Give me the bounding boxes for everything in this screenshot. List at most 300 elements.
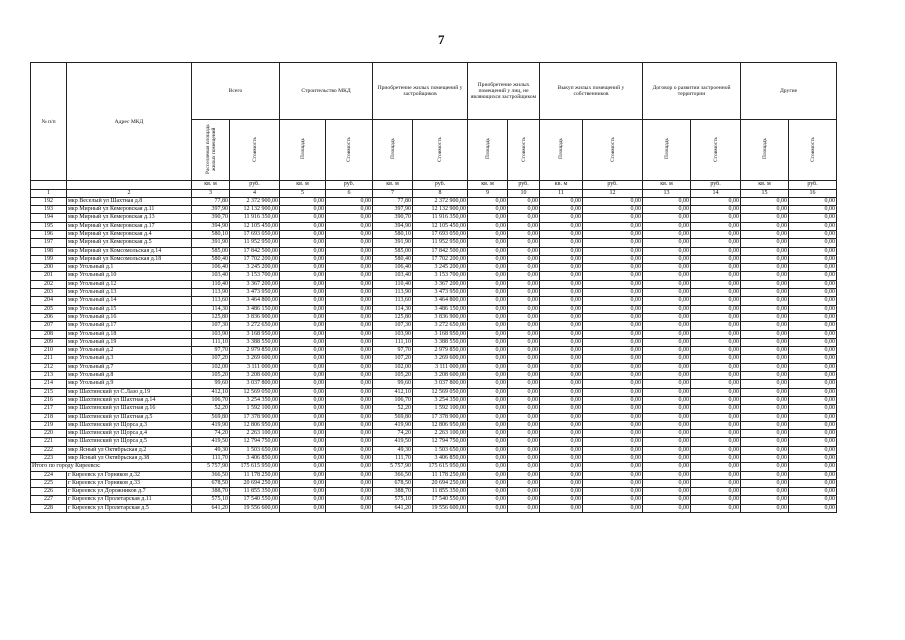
total-cost-cell: 3 406 850,00 <box>230 455 280 463</box>
zero-cost-cell: 0,00 <box>583 405 643 413</box>
zero-area-cell: 0,00 <box>741 330 789 338</box>
zero-cost-cell: 0,00 <box>691 330 741 338</box>
zero-cost-cell: 0,00 <box>583 504 643 512</box>
header-area: Площадь <box>663 138 670 160</box>
subheader-cell <box>691 120 741 181</box>
developer-area-cell: 114,30 <box>373 305 413 313</box>
row-number-cell: 224 <box>31 471 67 479</box>
unit-cell: кв. м <box>741 181 789 189</box>
row-number-cell: 228 <box>31 504 67 512</box>
header-group-buyout: Выкуп жилых помещений у собственников <box>540 63 643 120</box>
zero-area-cell: 0,00 <box>741 488 789 496</box>
address-cell: мкр Угольный д.12 <box>67 280 192 288</box>
developer-cost-cell: 17 842 500,00 <box>413 247 468 255</box>
zero-area-cell: 0,00 <box>468 247 508 255</box>
table-row <box>31 222 837 230</box>
construction-area-cell: 0,00 <box>280 322 326 330</box>
zero-area-cell: 0,00 <box>741 355 789 363</box>
zero-cost-cell: 0,00 <box>789 430 837 438</box>
construction-area-cell: 0,00 <box>280 197 326 205</box>
table-row <box>31 347 837 355</box>
subheader-cell <box>508 120 540 181</box>
zero-area-cell: 0,00 <box>468 239 508 247</box>
developer-area-cell: 110,40 <box>373 280 413 288</box>
zero-cost-cell: 0,00 <box>508 463 540 471</box>
zero-cost-cell: 0,00 <box>508 338 540 346</box>
row-number-cell: 208 <box>31 330 67 338</box>
header-row-no: № п/п <box>31 63 67 181</box>
total-area-cell: 569,80 <box>192 413 230 421</box>
table-row <box>31 239 837 247</box>
zero-cost-cell: 0,00 <box>691 504 741 512</box>
construction-area-cell: 0,00 <box>280 338 326 346</box>
unit-cell: кв. м <box>373 181 413 189</box>
zero-cost-cell: 0,00 <box>789 405 837 413</box>
zero-cost-cell: 0,00 <box>691 463 741 471</box>
construction-area-cell: 0,00 <box>280 272 326 280</box>
address-cell: мкр Угольный д.9 <box>67 380 192 388</box>
total-area-cell: 397,90 <box>192 206 230 214</box>
zero-area-cell: 0,00 <box>643 289 691 297</box>
construction-cost-cell: 0,00 <box>326 438 373 446</box>
row-number-cell: 195 <box>31 222 67 230</box>
row-number-cell: 225 <box>31 479 67 487</box>
column-number-cell: 5 <box>280 189 326 197</box>
total-cost-cell: 3 111 000,00 <box>230 363 280 371</box>
developer-cost-cell: 3 254 350,00 <box>413 396 468 404</box>
developer-cost-cell: 3 464 800,00 <box>413 297 468 305</box>
row-number-cell: 213 <box>31 372 67 380</box>
subheader-cell <box>583 120 643 181</box>
developer-area-cell: 366,50 <box>373 471 413 479</box>
zero-area-cell: 0,00 <box>540 355 583 363</box>
zero-cost-cell: 0,00 <box>691 247 741 255</box>
subheader-cell <box>413 120 468 181</box>
developer-cost-cell: 3 168 950,00 <box>413 330 468 338</box>
unit-cell: кв. м <box>643 181 691 189</box>
table-row <box>31 297 837 305</box>
header-group-non-developer: Приобретение жилых помещений у лиц, не являющихся застройщиком <box>468 63 540 120</box>
unit-cell: руб. <box>508 181 540 189</box>
zero-cost-cell: 0,00 <box>691 380 741 388</box>
construction-cost-cell: 0,00 <box>326 272 373 280</box>
zero-area-cell: 0,00 <box>643 355 691 363</box>
column-number-cell: 12 <box>583 189 643 197</box>
construction-cost-cell: 0,00 <box>326 413 373 421</box>
zero-area-cell: 0,00 <box>741 421 789 429</box>
zero-area-cell: 0,00 <box>468 471 508 479</box>
zero-cost-cell: 0,00 <box>691 280 741 288</box>
unit-cell: кв. м <box>280 181 326 189</box>
developer-cost-cell: 3 037 800,00 <box>413 380 468 388</box>
construction-cost-cell: 0,00 <box>326 347 373 355</box>
column-number-cell: 9 <box>468 189 508 197</box>
column-number-cell: 16 <box>789 189 837 197</box>
construction-cost-cell: 0,00 <box>326 488 373 496</box>
total-area-cell: 102,00 <box>192 363 230 371</box>
table-row <box>31 214 837 222</box>
total-cost-cell: 17 378 900,00 <box>230 413 280 421</box>
zero-cost-cell: 0,00 <box>789 247 837 255</box>
developer-cost-cell: 2 372 900,00 <box>413 197 468 205</box>
table-row <box>31 438 837 446</box>
zero-cost-cell: 0,00 <box>691 405 741 413</box>
developer-cost-cell: 3 388 550,00 <box>413 338 468 346</box>
mkd-table <box>30 62 837 513</box>
zero-area-cell: 0,00 <box>741 479 789 487</box>
zero-area-cell: 0,00 <box>741 289 789 297</box>
zero-cost-cell: 0,00 <box>583 363 643 371</box>
zero-cost-cell: 0,00 <box>508 471 540 479</box>
developer-cost-cell: 3 406 850,00 <box>413 455 468 463</box>
zero-area-cell: 0,00 <box>540 197 583 205</box>
developer-area-cell: 107,20 <box>373 355 413 363</box>
zero-cost-cell: 0,00 <box>691 338 741 346</box>
zero-area-cell: 0,00 <box>540 421 583 429</box>
construction-area-cell: 0,00 <box>280 396 326 404</box>
construction-cost-cell: 0,00 <box>326 313 373 321</box>
zero-cost-cell: 0,00 <box>508 479 540 487</box>
construction-area-cell: 0,00 <box>280 297 326 305</box>
developer-cost-cell: 12 794 750,00 <box>413 438 468 446</box>
zero-cost-cell: 0,00 <box>691 430 741 438</box>
zero-area-cell: 0,00 <box>741 230 789 238</box>
zero-cost-cell: 0,00 <box>691 355 741 363</box>
zero-area-cell: 0,00 <box>540 463 583 471</box>
unit-cell: руб. <box>413 181 468 189</box>
table-row <box>31 455 837 463</box>
construction-area-cell: 0,00 <box>280 222 326 230</box>
total-cost-cell: 17 693 050,00 <box>230 230 280 238</box>
developer-area-cell: 575,10 <box>373 496 413 504</box>
zero-cost-cell: 0,00 <box>583 446 643 454</box>
developer-area-cell: 105,20 <box>373 372 413 380</box>
construction-cost-cell: 0,00 <box>326 239 373 247</box>
developer-cost-cell: 1 503 650,00 <box>413 446 468 454</box>
developer-area-cell: 580,40 <box>373 255 413 263</box>
total-cost-cell: 11 916 350,00 <box>230 214 280 222</box>
zero-area-cell: 0,00 <box>468 313 508 321</box>
zero-area-cell: 0,00 <box>468 264 508 272</box>
zero-area-cell: 0,00 <box>540 272 583 280</box>
construction-area-cell: 0,00 <box>280 413 326 421</box>
zero-cost-cell: 0,00 <box>583 338 643 346</box>
address-cell: мкр Угольный д.3 <box>67 355 192 363</box>
zero-cost-cell: 0,00 <box>583 463 643 471</box>
construction-cost-cell: 0,00 <box>326 338 373 346</box>
construction-cost-cell: 0,00 <box>326 396 373 404</box>
total-area-cell: 678,50 <box>192 479 230 487</box>
zero-area-cell: 0,00 <box>540 405 583 413</box>
zero-cost-cell: 0,00 <box>789 471 837 479</box>
construction-area-cell: 0,00 <box>280 206 326 214</box>
total-cost-cell: 3 208 600,00 <box>230 372 280 380</box>
construction-area-cell: 0,00 <box>280 330 326 338</box>
zero-area-cell: 0,00 <box>540 380 583 388</box>
total-area-cell: 105,20 <box>192 372 230 380</box>
zero-cost-cell: 0,00 <box>508 322 540 330</box>
zero-cost-cell: 0,00 <box>789 305 837 313</box>
zero-cost-cell: 0,00 <box>789 380 837 388</box>
zero-area-cell: 0,00 <box>643 272 691 280</box>
total-area-cell: 74,20 <box>192 430 230 438</box>
zero-area-cell: 0,00 <box>643 496 691 504</box>
zero-cost-cell: 0,00 <box>789 230 837 238</box>
total-area-cell: 107,30 <box>192 322 230 330</box>
developer-area-cell: 580,10 <box>373 230 413 238</box>
developer-area-cell: 678,50 <box>373 479 413 487</box>
column-number-cell: 1 <box>31 189 67 197</box>
total-area-cell: 419,50 <box>192 438 230 446</box>
zero-cost-cell: 0,00 <box>508 455 540 463</box>
zero-area-cell: 0,00 <box>468 372 508 380</box>
subheader-cell <box>280 120 326 181</box>
construction-cost-cell: 0,00 <box>326 230 373 238</box>
construction-cost-cell: 0,00 <box>326 297 373 305</box>
developer-area-cell: 5 757,90 <box>373 463 413 471</box>
zero-cost-cell: 0,00 <box>789 388 837 396</box>
table-row <box>31 488 837 496</box>
construction-area-cell: 0,00 <box>280 363 326 371</box>
row-number-cell: 196 <box>31 230 67 238</box>
zero-area-cell: 0,00 <box>741 380 789 388</box>
total-cost-cell: 12 806 950,00 <box>230 421 280 429</box>
zero-cost-cell: 0,00 <box>789 322 837 330</box>
zero-area-cell: 0,00 <box>741 297 789 305</box>
zero-area-cell: 0,00 <box>540 430 583 438</box>
zero-cost-cell: 0,00 <box>583 264 643 272</box>
address-cell: мкр Шахтинский ул Шахтная д.5 <box>67 413 192 421</box>
zero-cost-cell: 0,00 <box>583 347 643 355</box>
zero-cost-cell: 0,00 <box>583 214 643 222</box>
construction-cost-cell: 0,00 <box>326 264 373 272</box>
address-cell: г Киреевск ул Пролетарская д.11 <box>67 496 192 504</box>
total-cost-cell: 3 254 350,00 <box>230 396 280 404</box>
zero-area-cell: 0,00 <box>468 297 508 305</box>
zero-area-cell: 0,00 <box>540 247 583 255</box>
zero-cost-cell: 0,00 <box>789 280 837 288</box>
zero-cost-cell: 0,00 <box>691 488 741 496</box>
zero-cost-cell: 0,00 <box>789 413 837 421</box>
total-cost-cell: 11 952 950,00 <box>230 239 280 247</box>
zero-area-cell: 0,00 <box>643 430 691 438</box>
zero-area-cell: 0,00 <box>540 471 583 479</box>
total-area-cell: 394,90 <box>192 222 230 230</box>
developer-area-cell: 585,00 <box>373 247 413 255</box>
total-cost-cell: 12 105 450,00 <box>230 222 280 230</box>
table-row <box>31 405 837 413</box>
developer-area-cell: 419,90 <box>373 421 413 429</box>
zero-cost-cell: 0,00 <box>508 330 540 338</box>
total-area-cell: 106,40 <box>192 264 230 272</box>
zero-area-cell: 0,00 <box>643 330 691 338</box>
address-cell: мкр Мирный ул Кемеровская д.13 <box>67 214 192 222</box>
table-row <box>31 446 837 454</box>
table-row <box>31 471 837 479</box>
zero-area-cell: 0,00 <box>468 197 508 205</box>
construction-cost-cell: 0,00 <box>326 197 373 205</box>
address-cell: мкр Угольный д.7 <box>67 363 192 371</box>
construction-area-cell: 0,00 <box>280 230 326 238</box>
zero-area-cell: 0,00 <box>468 438 508 446</box>
zero-area-cell: 0,00 <box>741 446 789 454</box>
zero-cost-cell: 0,00 <box>508 347 540 355</box>
zero-area-cell: 0,00 <box>468 255 508 263</box>
zero-area-cell: 0,00 <box>540 372 583 380</box>
total-area-cell: 106,70 <box>192 396 230 404</box>
row-number-cell: 204 <box>31 297 67 305</box>
total-area-cell: 103,90 <box>192 330 230 338</box>
zero-area-cell: 0,00 <box>540 496 583 504</box>
zero-cost-cell: 0,00 <box>691 214 741 222</box>
column-number-cell: 2 <box>67 189 192 197</box>
table-row <box>31 372 837 380</box>
unit-cell: кв. м <box>540 181 583 189</box>
construction-area-cell: 0,00 <box>280 438 326 446</box>
zero-area-cell: 0,00 <box>741 496 789 504</box>
construction-area-cell: 0,00 <box>280 264 326 272</box>
construction-area-cell: 0,00 <box>280 388 326 396</box>
total-cost-cell: 175 615 950,00 <box>230 463 280 471</box>
zero-cost-cell: 0,00 <box>789 488 837 496</box>
zero-cost-cell: 0,00 <box>789 239 837 247</box>
zero-cost-cell: 0,00 <box>508 272 540 280</box>
zero-area-cell: 0,00 <box>643 338 691 346</box>
total-area-cell: 366,50 <box>192 471 230 479</box>
zero-area-cell: 0,00 <box>468 305 508 313</box>
zero-cost-cell: 0,00 <box>583 247 643 255</box>
total-cost-cell: 2 263 100,00 <box>230 430 280 438</box>
total-cost-cell: 3 464 800,00 <box>230 297 280 305</box>
zero-area-cell: 0,00 <box>540 255 583 263</box>
subheader-cell <box>230 120 280 181</box>
zero-cost-cell: 0,00 <box>508 504 540 512</box>
construction-area-cell: 0,00 <box>280 496 326 504</box>
unit-cell: руб. <box>789 181 837 189</box>
construction-area-cell: 0,00 <box>280 214 326 222</box>
zero-area-cell: 0,00 <box>741 504 789 512</box>
developer-area-cell: 388,70 <box>373 488 413 496</box>
row-number-cell: 207 <box>31 322 67 330</box>
total-cost-cell: 3 245 200,00 <box>230 264 280 272</box>
zero-cost-cell: 0,00 <box>508 305 540 313</box>
unit-cell: руб. <box>583 181 643 189</box>
table-row <box>31 430 837 438</box>
zero-area-cell: 0,00 <box>468 322 508 330</box>
zero-cost-cell: 0,00 <box>583 396 643 404</box>
construction-cost-cell: 0,00 <box>326 305 373 313</box>
zero-area-cell: 0,00 <box>468 206 508 214</box>
total-cost-cell: 3 269 600,00 <box>230 355 280 363</box>
header-cost: Стоимость <box>809 136 816 162</box>
zero-cost-cell: 0,00 <box>789 255 837 263</box>
zero-area-cell: 0,00 <box>741 280 789 288</box>
total-area-cell: 412,10 <box>192 388 230 396</box>
zero-area-cell: 0,00 <box>468 455 508 463</box>
zero-area-cell: 0,00 <box>741 405 789 413</box>
construction-cost-cell: 0,00 <box>326 446 373 454</box>
construction-area-cell: 0,00 <box>280 255 326 263</box>
table-row <box>31 479 837 487</box>
unit-cell <box>67 181 192 189</box>
developer-area-cell: 52,20 <box>373 405 413 413</box>
zero-area-cell: 0,00 <box>741 322 789 330</box>
header-address: Адрес МКД <box>67 63 192 181</box>
zero-area-cell: 0,00 <box>540 206 583 214</box>
zero-area-cell: 0,00 <box>540 289 583 297</box>
zero-cost-cell: 0,00 <box>583 197 643 205</box>
unit-cell: руб. <box>230 181 280 189</box>
zero-cost-cell: 0,00 <box>583 206 643 214</box>
total-area-cell: 103,40 <box>192 272 230 280</box>
zero-cost-cell: 0,00 <box>508 280 540 288</box>
address-cell: мкр Мирный ул Кемеровская д.17 <box>67 222 192 230</box>
total-cost-cell: 3 836 900,00 <box>230 313 280 321</box>
zero-area-cell: 0,00 <box>468 463 508 471</box>
zero-area-cell: 0,00 <box>643 479 691 487</box>
zero-cost-cell: 0,00 <box>508 430 540 438</box>
table-row <box>31 197 837 205</box>
total-area-cell: 585,00 <box>192 247 230 255</box>
zero-area-cell: 0,00 <box>540 280 583 288</box>
zero-area-cell: 0,00 <box>540 330 583 338</box>
total-cost-cell: 2 979 850,00 <box>230 347 280 355</box>
total-cost-cell: 3 272 650,00 <box>230 322 280 330</box>
zero-area-cell: 0,00 <box>468 388 508 396</box>
address-cell: мкр Ясный ул Октябрьская д.2 <box>67 446 192 454</box>
zero-cost-cell: 0,00 <box>789 347 837 355</box>
construction-cost-cell: 0,00 <box>326 214 373 222</box>
zero-cost-cell: 0,00 <box>583 430 643 438</box>
construction-cost-cell: 0,00 <box>326 247 373 255</box>
table-row <box>31 504 837 512</box>
table-row <box>31 289 837 297</box>
subheader-cell <box>468 120 508 181</box>
table-row <box>31 496 837 504</box>
zero-area-cell: 0,00 <box>643 363 691 371</box>
zero-area-cell: 0,00 <box>468 446 508 454</box>
address-cell: мкр Веселый ул Шахтная д.8 <box>67 197 192 205</box>
zero-cost-cell: 0,00 <box>583 488 643 496</box>
zero-area-cell: 0,00 <box>643 247 691 255</box>
total-area-cell: 388,70 <box>192 488 230 496</box>
developer-cost-cell: 12 806 950,00 <box>413 421 468 429</box>
developer-cost-cell: 17 540 550,00 <box>413 496 468 504</box>
zero-area-cell: 0,00 <box>643 264 691 272</box>
total-area-cell: 107,20 <box>192 355 230 363</box>
total-area-cell: 575,10 <box>192 496 230 504</box>
address-cell: мкр Угольный д.17 <box>67 322 192 330</box>
developer-cost-cell: 12 569 050,00 <box>413 388 468 396</box>
zero-cost-cell: 0,00 <box>508 255 540 263</box>
developer-cost-cell: 11 916 350,00 <box>413 214 468 222</box>
zero-cost-cell: 0,00 <box>789 289 837 297</box>
total-cost-cell: 17 842 500,00 <box>230 247 280 255</box>
zero-area-cell: 0,00 <box>741 247 789 255</box>
table-row <box>31 380 837 388</box>
zero-cost-cell: 0,00 <box>691 272 741 280</box>
construction-area-cell: 0,00 <box>280 305 326 313</box>
developer-cost-cell: 3 153 700,00 <box>413 272 468 280</box>
address-cell: мкр Мирный ул Кемеровская д.11 <box>67 206 192 214</box>
zero-area-cell: 0,00 <box>540 322 583 330</box>
address-cell: мкр Ясный ул Октябрьская д.38 <box>67 455 192 463</box>
zero-area-cell: 0,00 <box>468 488 508 496</box>
zero-cost-cell: 0,00 <box>691 197 741 205</box>
header-area: Площадь <box>484 138 491 160</box>
total-area-cell: 111,10 <box>192 338 230 346</box>
total-area-cell: 114,30 <box>192 305 230 313</box>
